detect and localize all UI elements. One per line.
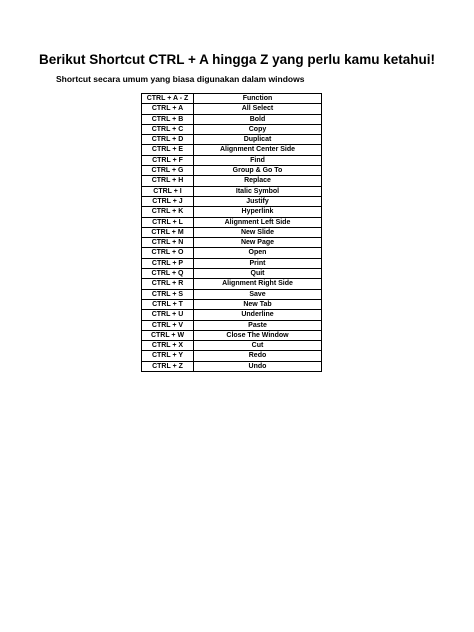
shortcut-function-cell: Cut: [194, 341, 322, 351]
shortcut-key-cell: CTRL + Q: [142, 269, 194, 279]
table-row: [142, 238, 322, 248]
shortcut-function-cell: Alignment Right Side: [194, 279, 322, 289]
table-row: [142, 320, 322, 330]
table-row: [142, 299, 322, 309]
shortcut-key-cell: CTRL + S: [142, 289, 194, 299]
shortcut-function-cell: Italic Symbol: [194, 186, 322, 196]
shortcut-key-cell: CTRL + X: [142, 341, 194, 351]
table-row: [142, 135, 322, 145]
table-row: [142, 104, 322, 114]
table-row: [142, 207, 322, 217]
shortcut-function-cell: Save: [194, 289, 322, 299]
shortcut-key-cell: CTRL + P: [142, 258, 194, 268]
shortcut-function-cell: Redo: [194, 351, 322, 361]
shortcut-key-cell: CTRL + L: [142, 217, 194, 227]
table-row: [142, 269, 322, 279]
shortcut-function-cell: Alignment Left Side: [194, 217, 322, 227]
table-row: [142, 330, 322, 340]
table-row: [142, 351, 322, 361]
shortcut-function-cell: Quit: [194, 269, 322, 279]
table-row: [142, 145, 322, 155]
page-subtitle: Shortcut secara umum yang biasa digunakan dalam windows: [56, 74, 305, 84]
shortcut-function-cell: Copy: [194, 124, 322, 134]
shortcut-function-cell: Paste: [194, 320, 322, 330]
header-shortcut: CTRL + A - Z: [142, 94, 194, 104]
shortcut-function-cell: Group & Go To: [194, 166, 322, 176]
shortcut-key-cell: CTRL + J: [142, 196, 194, 206]
shortcut-key-cell: CTRL + U: [142, 310, 194, 320]
shortcut-key-cell: CTRL + O: [142, 248, 194, 258]
table-row: [142, 155, 322, 165]
shortcut-function-cell: Bold: [194, 114, 322, 124]
shortcut-key-cell: CTRL + T: [142, 299, 194, 309]
table-row: [142, 289, 322, 299]
shortcut-function-cell: Duplicat: [194, 135, 322, 145]
header-function: Function: [194, 94, 322, 104]
shortcut-key-cell: CTRL + I: [142, 186, 194, 196]
shortcut-key-cell: CTRL + N: [142, 238, 194, 248]
table-row: [142, 361, 322, 371]
table-header-row: [142, 94, 322, 104]
shortcut-key-cell: CTRL + W: [142, 330, 194, 340]
table-row: [142, 310, 322, 320]
shortcut-function-cell: Justify: [194, 196, 322, 206]
shortcut-key-cell: CTRL + F: [142, 155, 194, 165]
shortcut-key-cell: CTRL + Y: [142, 351, 194, 361]
table-row: [142, 279, 322, 289]
shortcut-function-cell: Undo: [194, 361, 322, 371]
shortcut-key-cell: CTRL + R: [142, 279, 194, 289]
shortcut-function-cell: New Slide: [194, 227, 322, 237]
shortcut-key-cell: CTRL + V: [142, 320, 194, 330]
table-row: [142, 124, 322, 134]
table-row: [142, 176, 322, 186]
shortcut-key-cell: CTRL + Z: [142, 361, 194, 371]
table-row: [142, 196, 322, 206]
shortcut-function-cell: Close The Window: [194, 330, 322, 340]
shortcut-function-cell: All Select: [194, 104, 322, 114]
shortcut-key-cell: CTRL + M: [142, 227, 194, 237]
shortcut-key-cell: CTRL + A: [142, 104, 194, 114]
shortcut-function-cell: Hyperlink: [194, 207, 322, 217]
table-row: [142, 166, 322, 176]
shortcut-key-cell: CTRL + K: [142, 207, 194, 217]
shortcut-function-cell: Find: [194, 155, 322, 165]
shortcut-function-cell: Open: [194, 248, 322, 258]
shortcut-function-cell: Print: [194, 258, 322, 268]
page-title: Berikut Shortcut CTRL + A hingga Z yang perlu kamu ketahui!: [39, 52, 435, 67]
shortcut-key-cell: CTRL + E: [142, 145, 194, 155]
shortcut-key-cell: CTRL + D: [142, 135, 194, 145]
shortcut-key-cell: CTRL + H: [142, 176, 194, 186]
shortcut-function-cell: Alignment Center Side: [194, 145, 322, 155]
shortcut-table: [141, 93, 322, 372]
table-row: [142, 227, 322, 237]
shortcut-key-cell: CTRL + B: [142, 114, 194, 124]
shortcut-key-cell: CTRL + C: [142, 124, 194, 134]
shortcut-function-cell: Underline: [194, 310, 322, 320]
table-row: [142, 248, 322, 258]
table-row: [142, 341, 322, 351]
table-row: [142, 217, 322, 227]
table-row: [142, 114, 322, 124]
shortcut-key-cell: CTRL + G: [142, 166, 194, 176]
shortcut-function-cell: New Tab: [194, 299, 322, 309]
table-row: [142, 186, 322, 196]
shortcut-function-cell: New Page: [194, 238, 322, 248]
table-row: [142, 258, 322, 268]
table-body: [142, 104, 322, 372]
shortcut-function-cell: Replace: [194, 176, 322, 186]
